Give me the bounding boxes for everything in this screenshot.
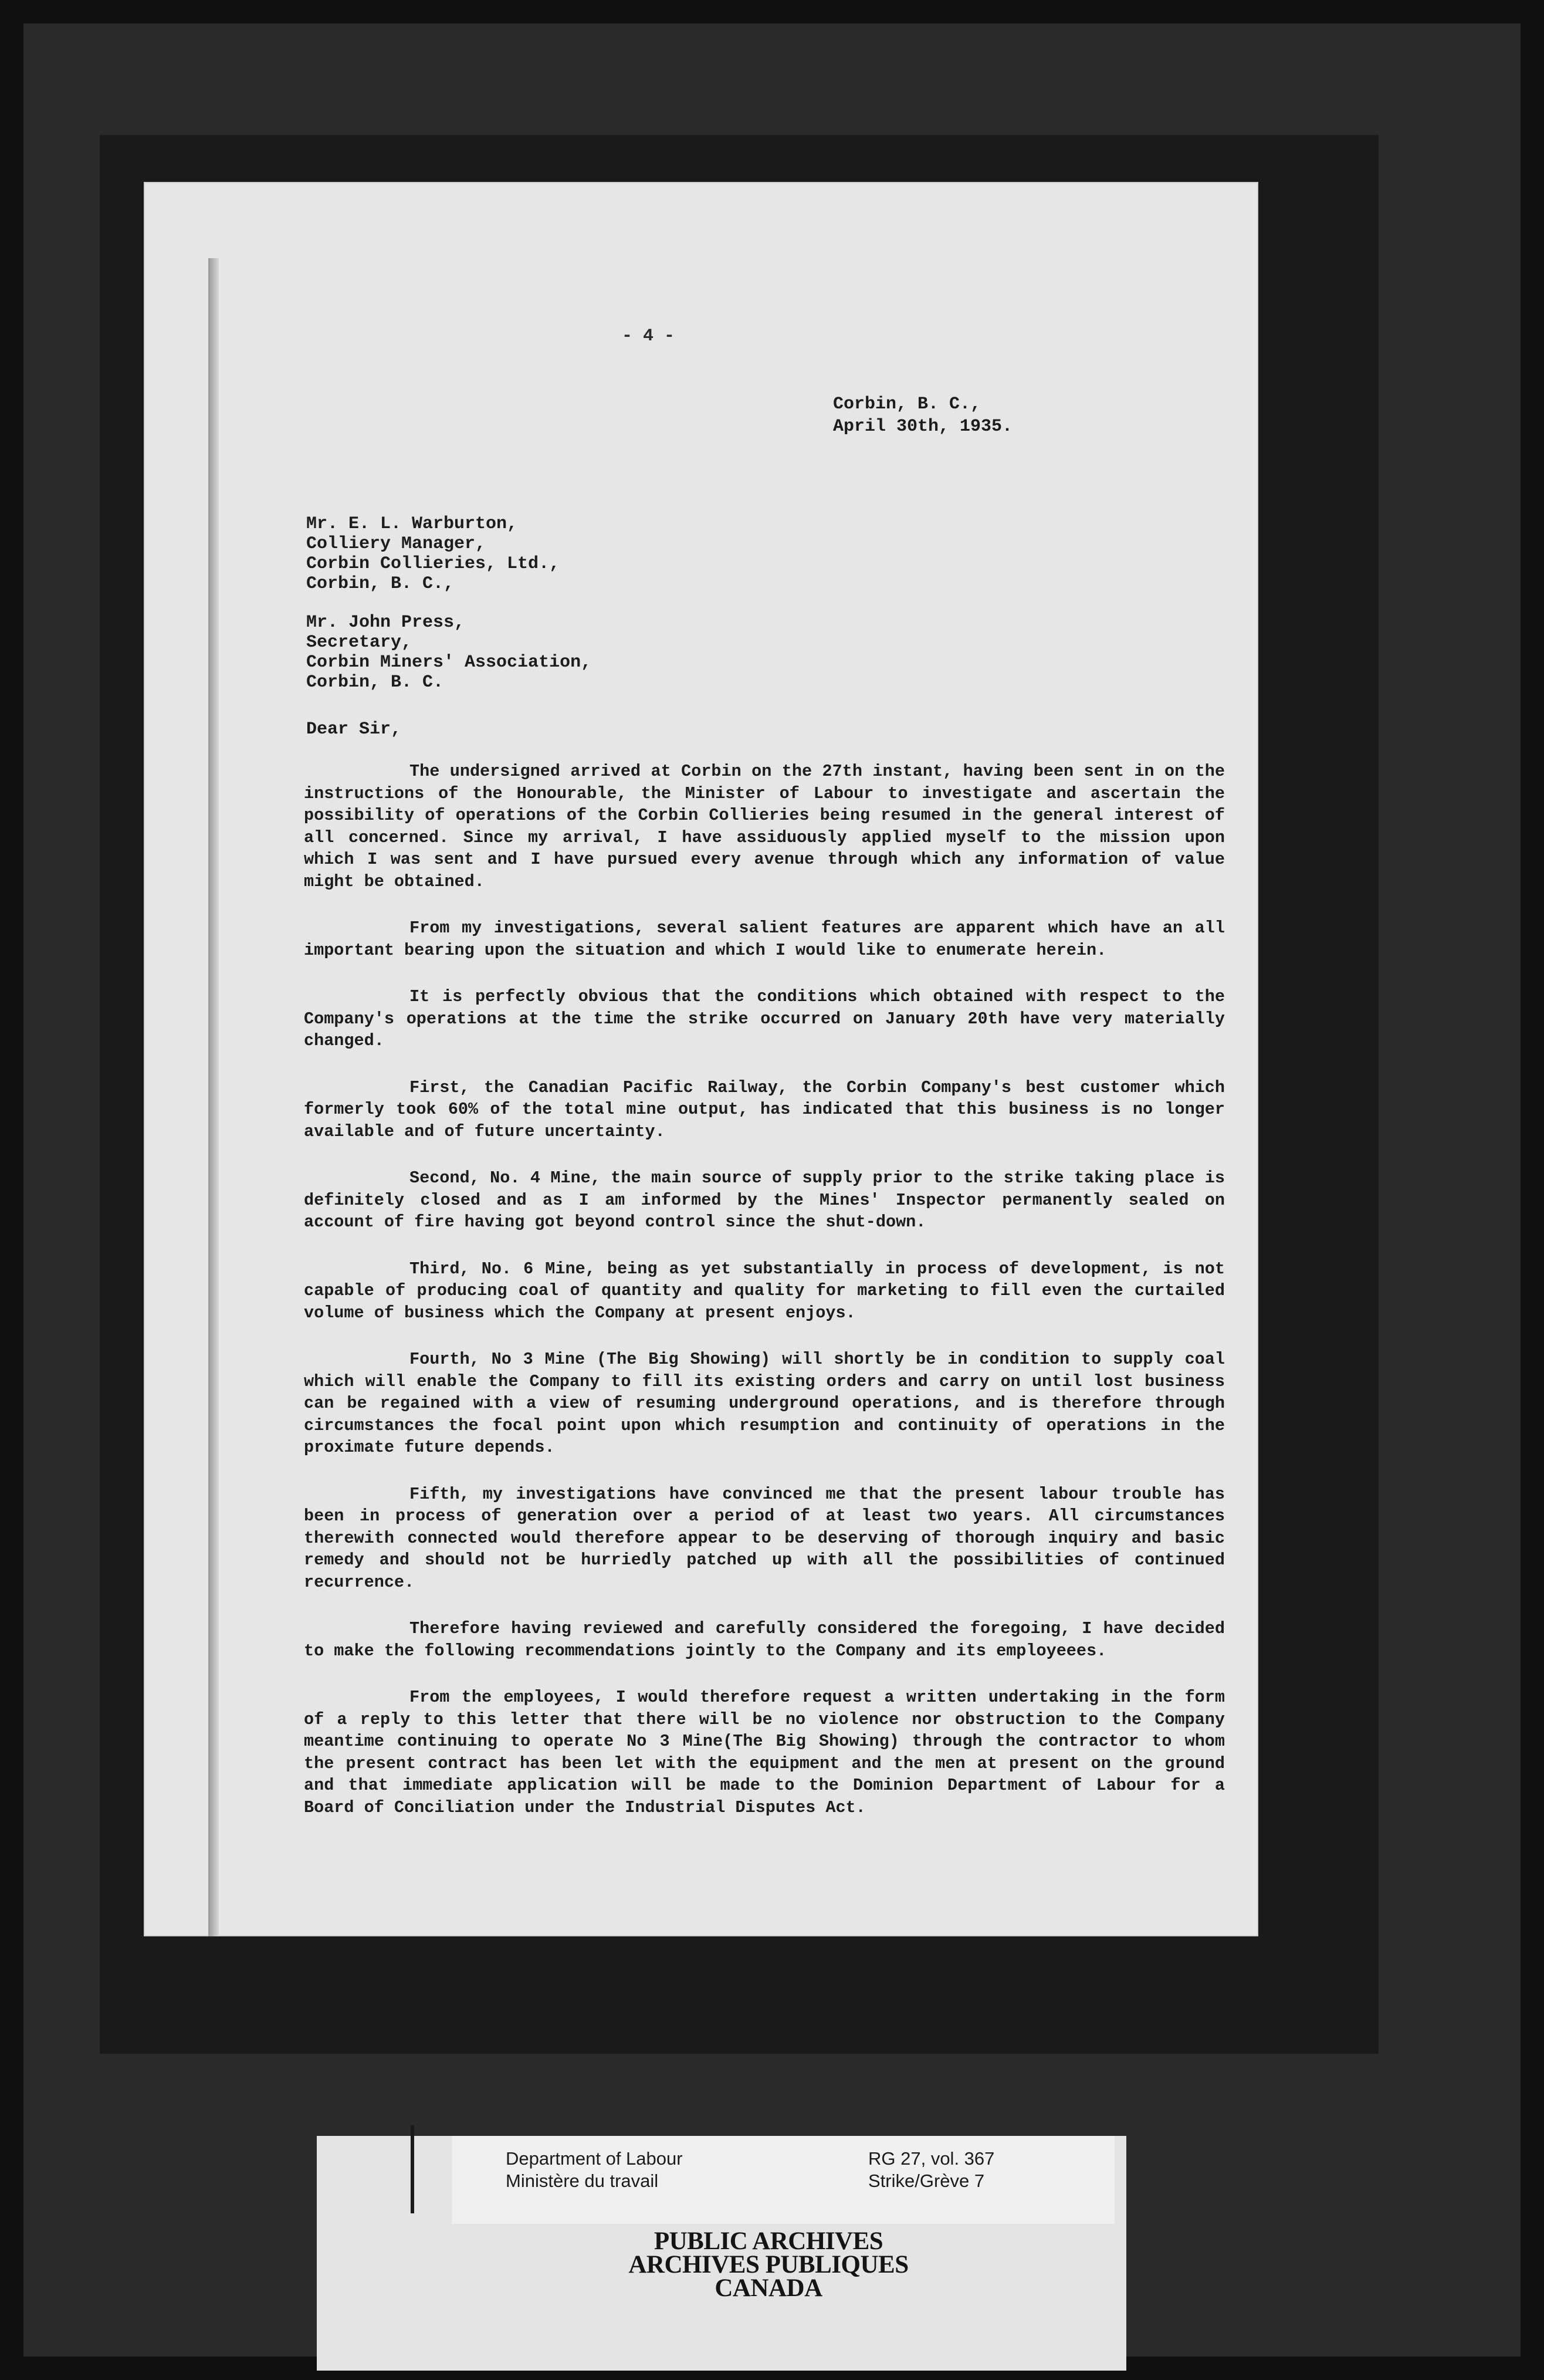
addressee-line: Secretary, xyxy=(306,633,412,653)
file-reference: Strike/Grève 7 xyxy=(868,2171,985,2191)
addressee-block-2 xyxy=(306,613,591,692)
addressee-line: Corbin, B. C. xyxy=(306,672,444,692)
archives-stamp xyxy=(587,2227,950,2302)
paragraph: Third, No. 6 Mine, being as yet substantially in process of development, is not capable of producing coal of quantity and quality for marketing to fill even the curtailed volume of business which the Company at present enjoys. xyxy=(304,1259,1225,1323)
addressee-block-1 xyxy=(306,514,560,594)
department-english: Department of Labour xyxy=(506,2148,683,2169)
department-french: Ministère du travail xyxy=(506,2171,659,2191)
letter-place: Corbin, B. C., xyxy=(833,394,981,414)
place-date-block xyxy=(833,393,1013,438)
paragraph: The undersigned arrived at Corbin on the 27th instant, having been sent in on the instructions of the Honourable, the Minister of Labour to investigate and ascertain the possibility of operations of the Corbin Collieries being resumed in the general interest of all concerned. Since my arrival, I have assiduously applied myself to the mission upon which I was sent and I have pursued every avenue through which any information of value might be obtained. xyxy=(304,762,1225,891)
page-number: - 4 - xyxy=(622,326,675,346)
addressee-line: Colliery Manager, xyxy=(306,534,486,554)
archive-reference xyxy=(868,2148,994,2192)
letter-body xyxy=(304,760,1225,1843)
paragraph: First, the Canadian Pacific Railway, the Corbin Company's best customer which formerly took 60% of the total mine output, has indicated that this business is no longer available and of future uncertainty. xyxy=(304,1077,1225,1141)
paragraph: It is perfectly obvious that the conditions which obtained with respect to the Company's operations at the time the strike occurred on January 20th have very materially changed. xyxy=(304,987,1225,1050)
stamp-line-1: PUBLIC ARCHIVES xyxy=(654,2227,883,2255)
paragraph: Fifth, my investigations have convinced me that the present labour trouble has been in process of generation over a period of at least two years. All circumstances therewith connected would therefore appear to be deserving of thorough inquiry and basic remedy and should not be hurriedly patched up with all the possibilities of continued recurrence. xyxy=(304,1484,1225,1592)
label-divider xyxy=(411,2125,414,2213)
paragraph: From the employees, I would therefore request a written undertaking in the form of a reply to this letter that there will be no violence nor obstruction to the Company meantime continuing to operate No 3 Mine(The Big Showing) through the contractor to whom the present contract has been let with the equipment and the men at present on the ground and that immediate application will be made to the Dominion Department of Labour for a Board of Conciliation under the Industrial Disputes Act. xyxy=(304,1688,1225,1817)
salutation: Dear Sir, xyxy=(306,719,402,739)
record-group-volume: RG 27, vol. 367 xyxy=(868,2148,995,2169)
paragraph: From my investigations, several salient features are apparent which have an all important bearing upon the situation and which I would like to enumerate herein. xyxy=(304,918,1225,960)
stamp-line-3: CANADA xyxy=(715,2274,822,2302)
paragraph: Therefore having reviewed and carefully considered the foregoing, I have decided to make the following recommendations jointly to the Company and its employeees. xyxy=(304,1619,1225,1661)
letter-date: April 30th, 1935. xyxy=(833,417,1013,437)
paragraph: Fourth, No 3 Mine (The Big Showing) will shortly be in condition to supply coal which will enable the Company to fill its existing orders and carry on until lost business can be regained with a view of resuming underground operations, and is therefore through circumstances the focal point upon which resumption and continuity of operations in the proximate future depends. xyxy=(304,1350,1225,1457)
archive-department xyxy=(506,2148,683,2192)
addressee-line: Mr. E. L. Warburton, xyxy=(306,514,518,534)
sheet-edge-shadow xyxy=(208,258,219,1936)
paragraph: Second, No. 4 Mine, the main source of supply prior to the strike taking place is definitely closed and as I am informed by the Mines' Inspector permanently sealed on account of fire having got beyond control since the shut-down. xyxy=(304,1168,1225,1232)
stamp-line-2: ARCHIVES PUBLIQUES xyxy=(628,2251,909,2278)
addressee-line: Corbin, B. C., xyxy=(306,574,455,594)
addressee-line: Corbin Collieries, Ltd., xyxy=(306,554,560,574)
addressee-line: Corbin Miners' Association, xyxy=(306,653,592,672)
addressee-line: Mr. John Press, xyxy=(306,613,465,633)
